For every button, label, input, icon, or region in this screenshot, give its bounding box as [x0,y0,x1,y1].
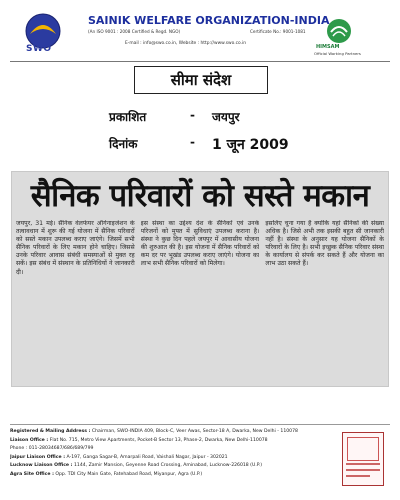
footer-divider [10,424,390,425]
iso-line: (An ISO 9001 : 2008 Certified & Regd. NGO) [88,29,181,34]
partner-tag: Official Working Partners [314,51,361,56]
footer-key: Registered & Mailing Address : [10,429,91,434]
footer-line [10,454,326,463]
published-separator: - [190,108,195,122]
swo-logo-text: SWO [26,44,52,54]
footer-line [10,445,326,454]
footer-line [10,437,326,446]
footer-line [10,428,326,437]
published-label: प्रकाशित [109,110,147,124]
footer-value: Chairman, SWO-INDIA 409, Block-C, Veer Awas, Sector-18 A, Dwarka, New Delhi - 110078 [91,429,298,434]
footer-key: Liaison Office : [10,437,49,443]
date-separator: - [190,135,195,149]
footer-key: Agra Site Office : [10,471,54,477]
newspaper-clipping [11,171,389,387]
header-divider [10,61,390,62]
letterhead [0,0,400,62]
clipping-columns [16,220,384,384]
footer-line [10,471,326,480]
footer-line [10,462,326,471]
footer-key: Jaipur Liaison Office : [10,454,66,460]
footer-key: Lucknow Liaison Office : [10,463,73,468]
footer-value: A-197, Ganga Sagar-B, Amarpali Road, Vaishali Nagar, Jaipur - 302021 [66,454,228,460]
notice-title: सीमा संदेश [134,66,268,94]
footer-value: Opp. TDI City Main Gate, Fatehabad Road, Miyanpur, Agra (U.P.) [55,471,203,477]
org-title: SAINIK WELFARE ORGANIZATION-INDIA [88,14,330,27]
clipping-column-3 [265,220,384,384]
certification-badge-icon [342,432,384,486]
clipping-text-2: इस संस्था का उद्देश्य देश के सैनिकों एवं उनके परिजनों को मुफ्त में सुविधाएं उपलब्ध कराना है। संस्था ने कुछ दिन पहले जयपुर में आवासीय योजना की शुरुआत की है। इस योजना में सैनिक परिवारों को कम दर पर भूखंड उपलब्ध कराए जाएंगे। योजना का लाभ सभी सैनिक परिवारों को मिलेगा। [140,220,260,268]
clipping-text-1: जयपुर, 31 मई। सैनिक वेलफेयर ऑर्गनाइजेशन के तत्वावधान में शुरू की गई योजना में सैनिक परिवारों को सस्ते मकान उपलब्ध कराए जाएंगे। जिसमें सभी सैनिक परिवारों के लिए मकान होने चाहिए। जिससे उनके परिवार आवास संबंधी समस्याओं से मुक्त रह सकें। इस संबंध में संस्थान के प्रतिनिधियों ने जानकारी दी। [16,220,135,276]
clipping-headline: सैनिक परिवारों को सस्ते मकान [30,178,370,214]
clipping-column-1 [16,220,135,384]
himsam-logo-icon [326,18,352,44]
footer-value: Flat No. 715, Metro View Apartments, Pocket-B Sector 13, Phase-2, Dwarka, New Delhi-110078 [49,437,268,443]
contact-line: E-mail : info@swo.co.in, Website : http://www.swo.co.in [125,41,247,46]
certificate-line: Certificate No.: 9001-1081 [250,29,306,34]
clipping-column-2 [141,220,260,384]
clipping-text-3: इसलिए चुना गया है क्योंकि यहां सैनिकों की संख्या अधिक है। जिसे अभी तक इसकी बहुत सी जानकारी नहीं है। संस्था के अनुसार यह योजना सैनिकों के परिवारों के लिए है। सभी इच्छुक सैनिक परिवार संस्था के कार्यालय से संपर्क कर सकते हैं और योजना का लाभ उठा सकते हैं। [265,220,385,268]
date-label: दिनांक [109,137,138,151]
published-value: जयपुर [212,110,240,124]
date-value: 1 जून 2009 [212,137,289,153]
partner-name: HIMSAM [316,44,340,50]
footer-value: Phone : 011-28034687/686/689/799 [10,446,94,451]
footer-value: 1144, Zamir Mansion, Geyenne Road Crossing, Aminabad, Lucknow-226018 (U.P.) [73,463,263,468]
footer-addresses [10,428,326,479]
